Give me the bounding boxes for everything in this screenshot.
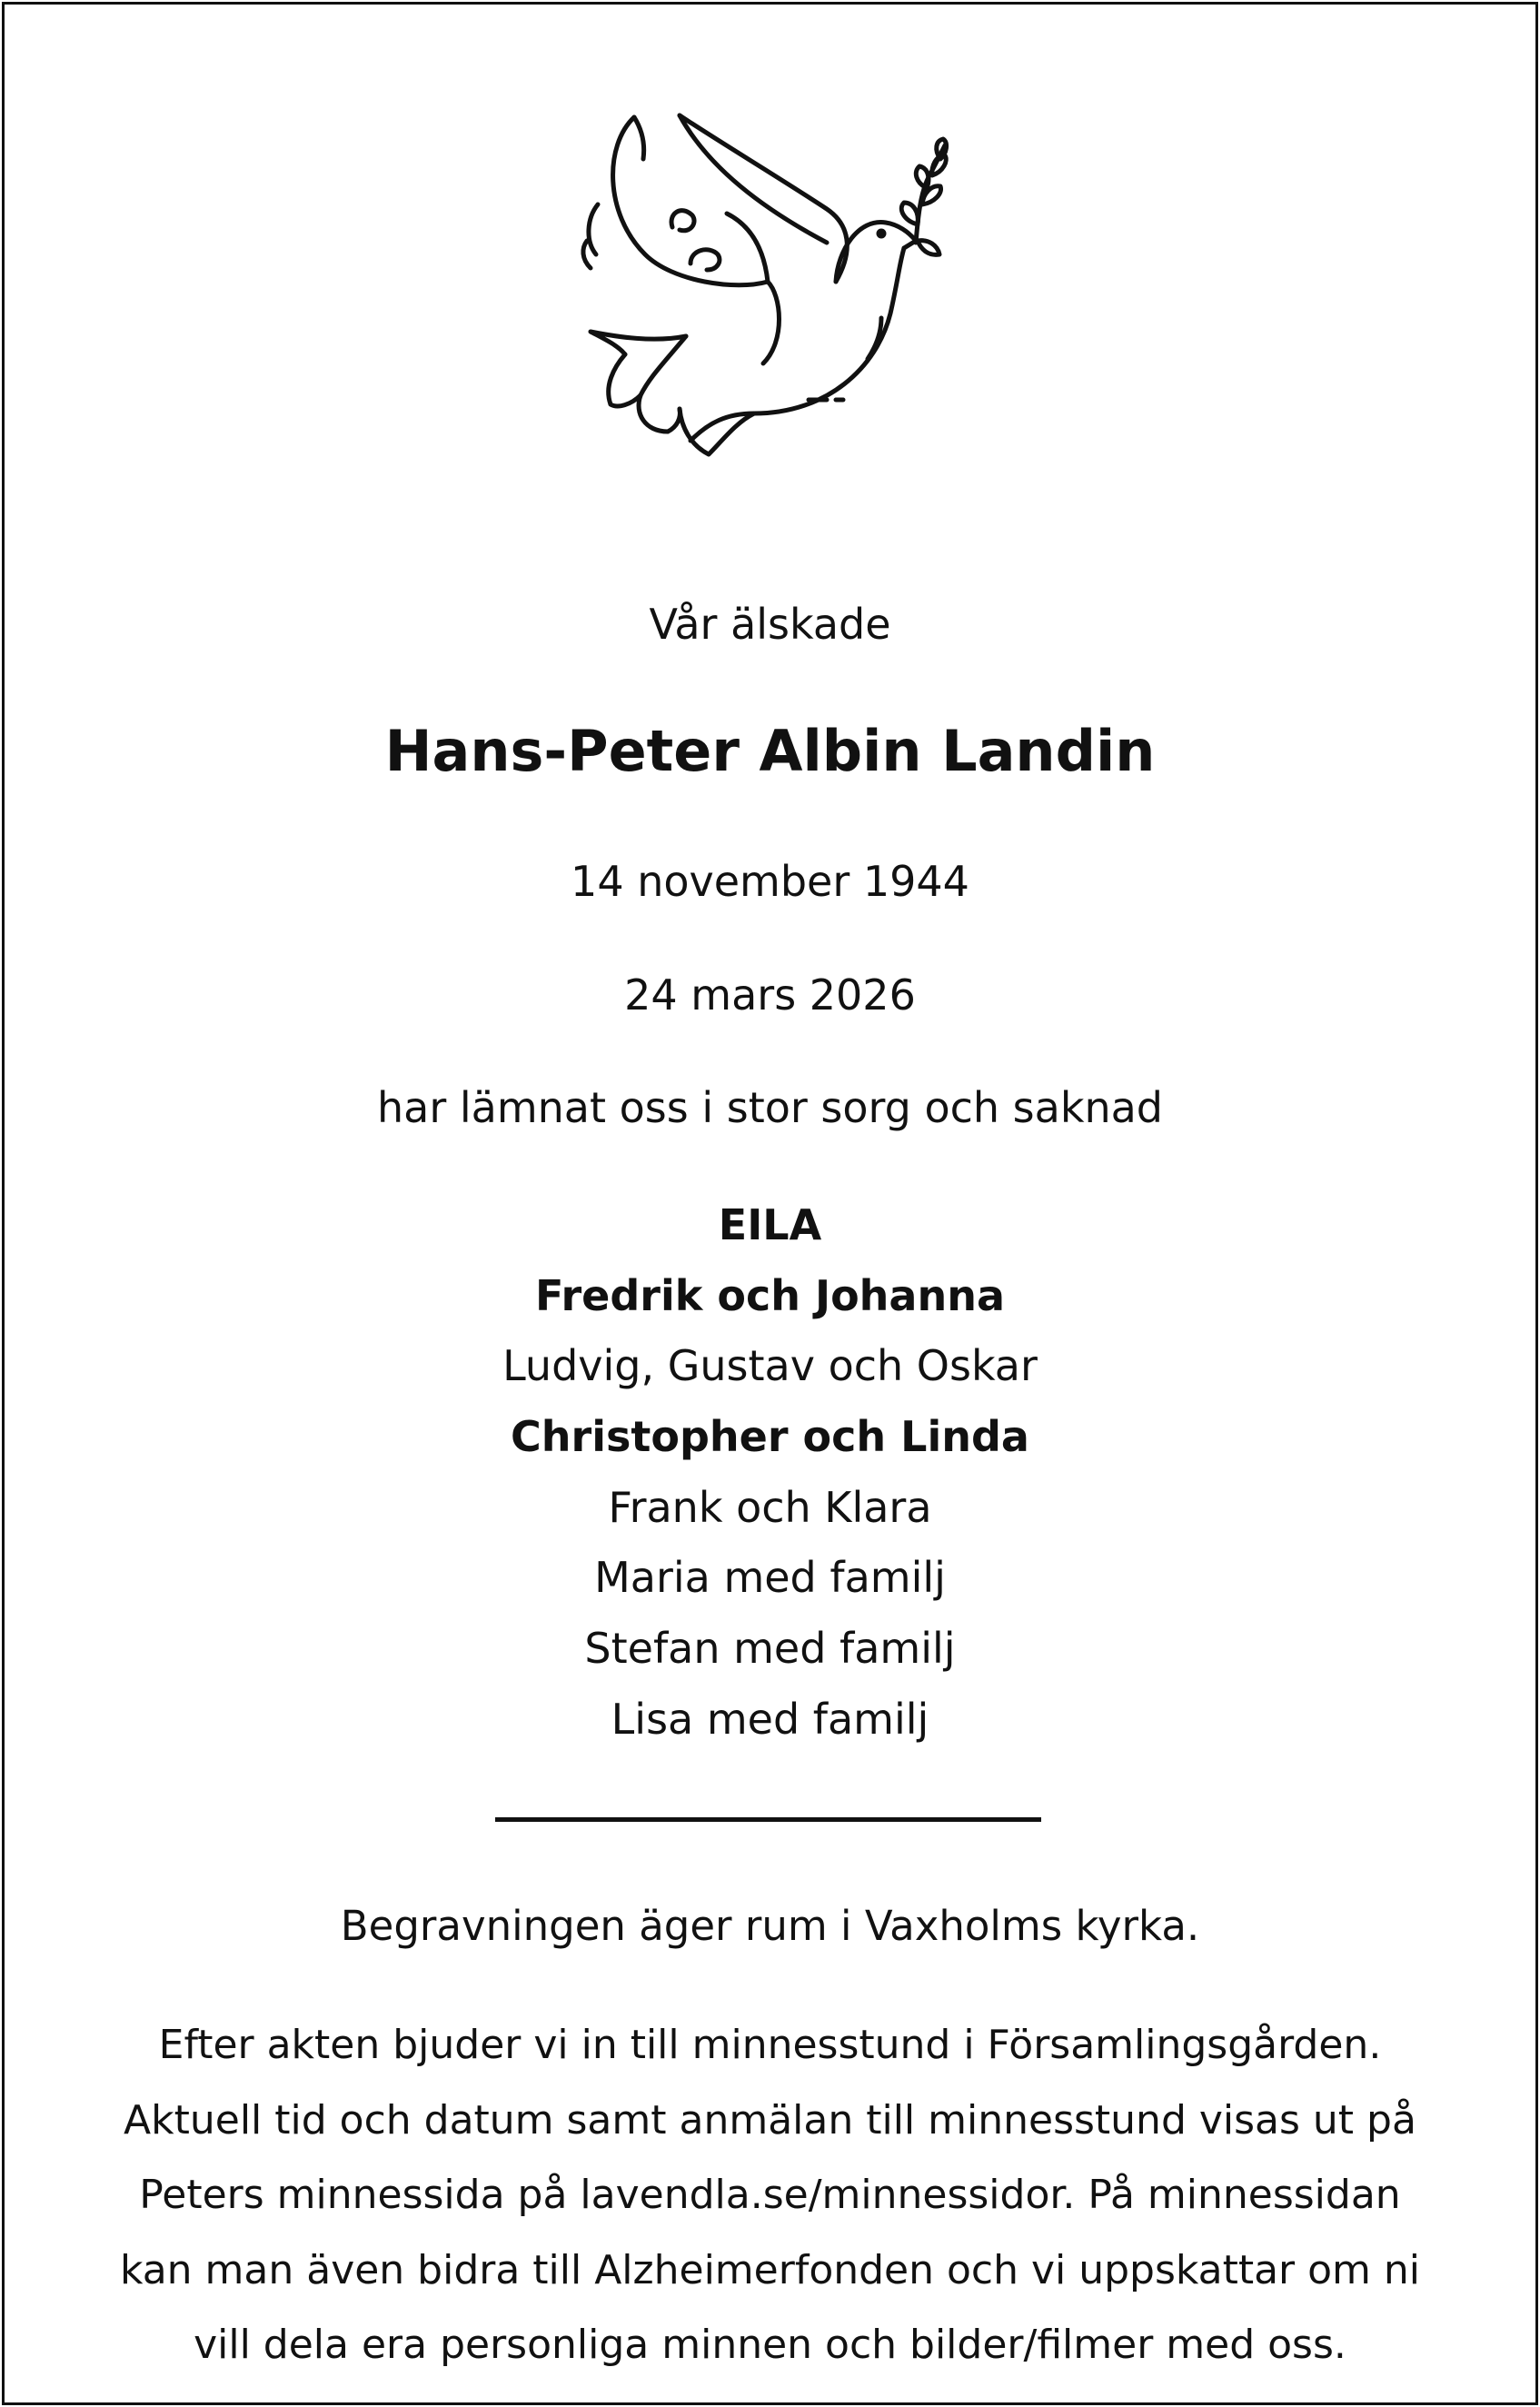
death-date: 24 mars 2026	[624, 970, 916, 1019]
mourner-line: Ludvig, Gustav och Oskar	[502, 1341, 1038, 1391]
deceased-name: Hans-Peter Albin Landin	[384, 718, 1156, 784]
mourner-line: Fredrik och Johanna	[534, 1270, 1006, 1320]
mourner-line: Christopher och Linda	[511, 1412, 1029, 1462]
mourner-line: Maria med familj	[594, 1553, 946, 1603]
intro-text: Vår älskade	[649, 600, 891, 649]
birth-date: 14 november 1944	[571, 857, 969, 906]
mourners-list	[0, 1190, 1540, 1756]
mourner-line: EILA	[718, 1200, 822, 1249]
info-line: vill dela era personliga minnen och bilder/filmer med oss.	[194, 2322, 1346, 2368]
mourner-line: Lisa med familj	[611, 1694, 929, 1744]
mourner-line: Frank och Klara	[608, 1482, 932, 1532]
info-line: Aktuell tid och datum samt anmälan till minnesstund visas ut på	[124, 2096, 1416, 2143]
mourner-line: Stefan med familj	[584, 1624, 956, 1674]
info-line: Peters minnessida på lavendla.se/minnessidor. På minnessidan	[139, 2172, 1401, 2218]
funeral-info: Begravningen äger rum i Vaxholms kyrka.	[340, 1902, 1200, 1950]
divider-line	[495, 1817, 1041, 1822]
mourning-phrase: har lämnat oss i stor sorg och saknad	[376, 1083, 1163, 1132]
memorial-info	[18, 2008, 1522, 2383]
info-line: kan man även bidra till Alzheimerfonden och vi uppskattar om ni	[119, 2246, 1420, 2293]
dove-with-olive-branch-icon	[554, 104, 981, 486]
info-line: Efter akten bjuder vi in till minnesstund i Församlingsgården.	[158, 2022, 1382, 2068]
